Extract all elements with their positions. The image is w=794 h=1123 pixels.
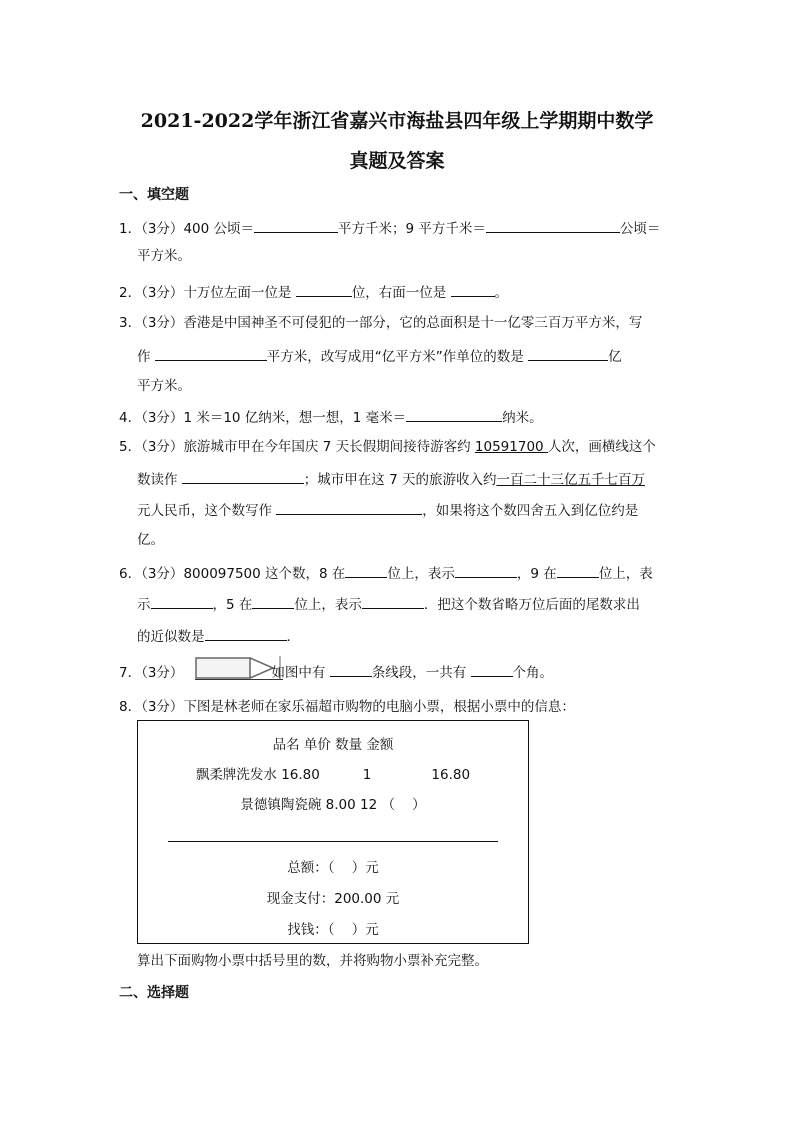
- answer-blank[interactable]: [155, 346, 267, 361]
- question-5-cont2: 元人民币，这个数写作 ，如果将这个数四舍五入到亿位约是: [137, 500, 638, 520]
- question-1-cont: 平方米。: [137, 248, 191, 264]
- answer-blank[interactable]: [471, 662, 513, 677]
- answer-blank[interactable]: [276, 500, 422, 515]
- receipt-box: [137, 720, 529, 944]
- answer-blank[interactable]: [345, 563, 387, 578]
- question-5-cont3: 亿。: [137, 532, 164, 548]
- section-heading: 一、填空题: [119, 187, 189, 203]
- answer-blank[interactable]: [151, 594, 213, 609]
- question-4: 4．（3分）1 米＝10 亿纳米，想一想，1 毫米＝ 纳米。: [119, 407, 543, 427]
- answer-blank[interactable]: [455, 563, 517, 578]
- question-6-cont2: 的近似数是 ．: [137, 626, 300, 646]
- question-5: 5．（3分）旅游城市甲在今年国庆 7 天长假期间接待游客约 10591700 人次，画横线这个: [119, 439, 656, 455]
- answer-blank[interactable]: [486, 218, 620, 233]
- question-6-cont: 示 ，5 在 位上，表示 ．把这个数省略万位后面的尾数求出: [137, 594, 640, 614]
- receipt-total: 总额：（ ）元: [287, 860, 379, 876]
- question-8: 8．（3分）下图是林老师在家乐福超市购物的电脑小票，根据小票中的信息：: [119, 699, 575, 715]
- question-5-cont: 数读作 ；城市甲在这 7 天的旅游收入约一百二十三亿五千七百万: [137, 469, 645, 489]
- question-3-cont: 作 平方米，改写成用“亿平方米”作单位的数是 亿: [137, 346, 622, 366]
- answer-blank[interactable]: [406, 407, 502, 422]
- question-7: 7．（3分） 如图中有 条线段，一共有 个角。: [119, 662, 553, 682]
- receipt-change: 找钱：（ ）元: [287, 922, 379, 938]
- answer-blank[interactable]: [451, 282, 495, 297]
- answer-blank[interactable]: [362, 594, 424, 609]
- section-heading: 二、选择题: [119, 985, 189, 1001]
- doc-title-line2: 真题及答案: [349, 150, 445, 172]
- question-3: 3．（3分）香港是中国神圣不可侵犯的一部分，它的总面积是十一亿零三百万平方米，写: [119, 315, 643, 331]
- question-1: 1．（3分）400 公顷＝ 平方千米；9 平方千米＝ 公顷＝: [119, 218, 660, 238]
- answer-blank[interactable]: [528, 346, 608, 361]
- question-6: 6．（3分）800097500 这个数，8 在 位上，表示 ，9 在 位上，表: [119, 563, 653, 583]
- question-2: 2．（3分）十万位左面一位是 位，右面一位是 。: [119, 282, 508, 302]
- receipt-row: 飘柔牌洗发水 16.80 1 16.80: [195, 767, 471, 783]
- doc-title-line1: 2021-2022学年浙江省嘉兴市海盐县四年级上学期期中数学: [140, 110, 654, 132]
- answer-blank[interactable]: [557, 563, 599, 578]
- receipt-header: 品名 单价 数量 金额: [272, 737, 394, 753]
- receipt-cash: 现金支付：200.00 元: [266, 891, 400, 907]
- answer-blank[interactable]: [330, 662, 372, 677]
- receipt-row: 景德镇陶瓷碗 8.00 12 （ ）: [240, 797, 426, 813]
- answer-blank[interactable]: [296, 282, 352, 297]
- answer-blank[interactable]: [252, 594, 294, 609]
- answer-blank[interactable]: [254, 218, 338, 233]
- question-3-cont2: 平方米。: [137, 378, 191, 394]
- receipt-divider: [168, 841, 498, 842]
- answer-blank[interactable]: [205, 626, 287, 641]
- question-8-note: 算出下面购物小票中括号里的数，并将购物小票补充完整。: [137, 953, 488, 969]
- answer-blank[interactable]: [182, 469, 304, 484]
